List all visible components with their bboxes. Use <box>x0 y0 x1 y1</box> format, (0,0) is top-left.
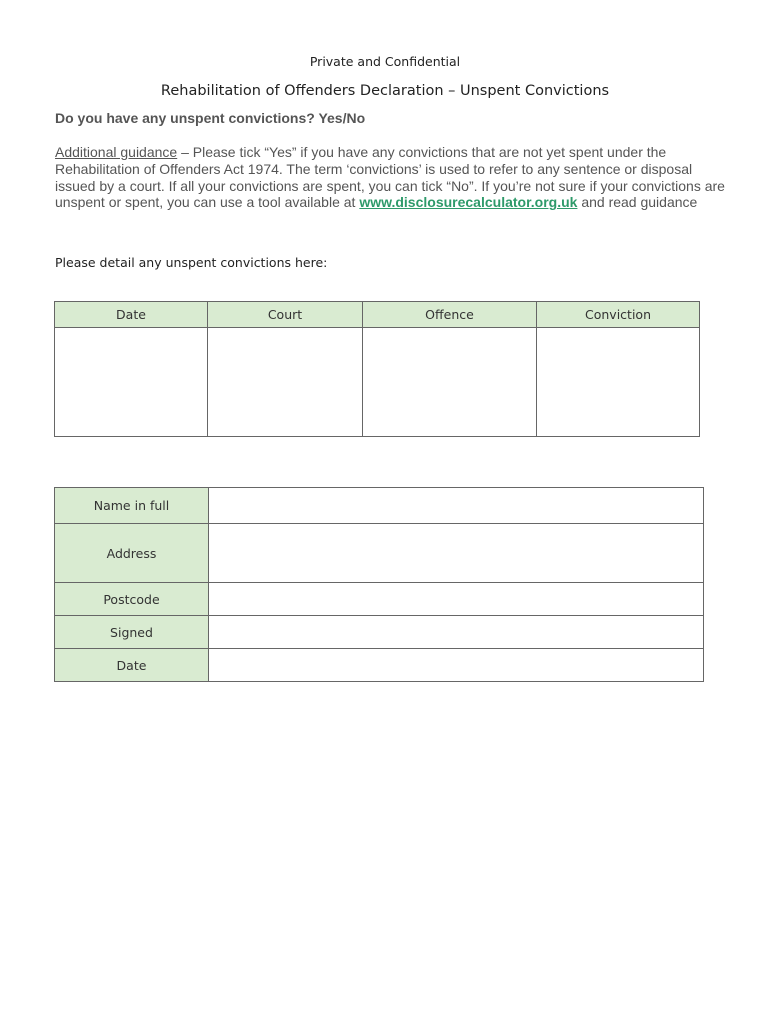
address-label: Address <box>55 524 209 583</box>
column-offence: Offence <box>363 302 537 328</box>
date-cell[interactable] <box>55 328 208 437</box>
address-field[interactable] <box>209 524 704 583</box>
name-label: Name in full <box>55 488 209 524</box>
document-title: Rehabilitation of Offenders Declaration – Unspent Convictions <box>160 83 610 99</box>
column-conviction: Conviction <box>537 302 700 328</box>
date-label: Date <box>55 649 209 682</box>
guidance-label: Additional guidance <box>55 144 178 160</box>
offence-cell[interactable] <box>363 328 537 437</box>
signature-field[interactable] <box>209 616 704 649</box>
column-date: Date <box>55 302 208 328</box>
date-field[interactable] <box>209 649 704 682</box>
signed-label: Signed <box>55 616 209 649</box>
guidance-paragraph <box>55 144 725 211</box>
column-court: Court <box>208 302 363 328</box>
table-row <box>55 616 704 649</box>
postcode-label: Postcode <box>55 583 209 616</box>
postcode-field[interactable] <box>209 583 704 616</box>
personal-details-table <box>54 487 704 682</box>
table-row <box>55 488 704 524</box>
name-field[interactable] <box>209 488 704 524</box>
convictions-header-row <box>55 302 700 328</box>
guidance-after: and read guidance <box>577 194 698 211</box>
disclosure-calculator-link[interactable]: www.disclosurecalculator.org.uk <box>359 194 578 211</box>
table-row <box>55 583 704 616</box>
court-cell[interactable] <box>208 328 363 437</box>
conviction-cell[interactable] <box>537 328 700 437</box>
convictions-entry-row <box>55 328 700 437</box>
guidance-text: – Please tick “Yes” if you have any convictions that are not yet spent under the Rehabilitation of Offenders Act 1974. The term ‘convictions’ is used to refer to any sentence or disposal issued by a court. If all your convictions are spent, you can tick “No”. If you’re not sure if your convictions are unspent or spent, you can use a tool available at <box>55 144 725 211</box>
confidential-header: Private and Confidential <box>309 54 461 69</box>
unspent-question: Do you have any unspent convictions? Yes/No <box>55 110 366 126</box>
table-row <box>55 524 704 583</box>
convictions-table <box>54 301 700 437</box>
table-row <box>55 649 704 682</box>
detail-prompt: Please detail any unspent convictions here: <box>55 255 328 270</box>
